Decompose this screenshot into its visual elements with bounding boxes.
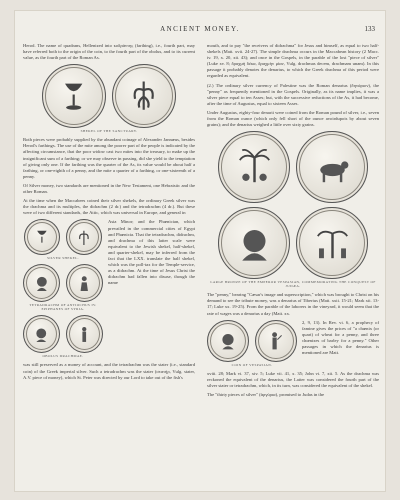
coin-figure-stack: [23, 219, 103, 362]
vespasian-portrait-coin: [218, 207, 290, 279]
caption-judaea: LARGE BRONZE OF THE EMPEROR VESPASIAN, COMMEMORATING THE CONQUEST OF JUDÆA.: [210, 280, 376, 289]
right-column: [207, 43, 379, 401]
obolus-obverse: [23, 315, 60, 353]
paragraph: At the time when the Maccabees coined their silver shekels, the ordinary Greek silver was the drachma and its multiples, the didrachm (2 dr.) and the tetradrachm (4 dr.). But these were of two different standards, the Attic, which was universal in Europe, and general in: [23, 198, 195, 216]
paragraph: Asia Minor; and the Phœnician, which prevailed in the commercial cities of Egypt and Phœnicia. That the tetradrachm, didrachm, and drachma of this latter scale were equivalent to the Jewish shekel, half-shekel, and quarter-shekel, may be inferred from the fact that the LXX. translate the half shekel, which was the poll-tax for the Temple-service, as a didrachm. At the time of Jesus Christ the didrachm had fallen into disuse, though the name: [108, 219, 195, 286]
portrait-head-icon: [214, 327, 242, 355]
paragraph: Under Augustus, eighty-four denarii were coined from the Roman pound of silver, i.e., seven from the Roman ounce (which only fell short of the ounce avoirdupois by about seven grains); and the denarius weighed a little over sixty grains.: [207, 109, 379, 128]
side-text-block: [108, 219, 195, 362]
vespasian-obverse: [207, 320, 249, 362]
paragraph: xviii. 28; Mark vi. 37, xiv. 5; Luke vii. 41, x. 35; John vi. 7, xii. 5. As the drachma was reckoned the equivalent of the denarius, the Latter was considered the fourth part of the silver stater or tetradrachm, which, in its turn, was considered the equivalent of the shekel.: [207, 370, 379, 388]
judaea-capta-coin: [296, 207, 368, 279]
page-number: 133: [364, 25, 375, 33]
caption-tetradrachm: TETRADRACHM OF ANTIOCHUS IV. EPIPHANES OF SYRIA.: [29, 303, 97, 312]
chalice-icon: [52, 75, 95, 118]
vespasian-coins: [207, 320, 297, 362]
paragraph: Herod. The name of quadrans, Hellenized into κοδράντης (farthing), i.e., fourth part, may have referred both to the origin of the coin, to the fourth part of the obolus, and to its current value, as the fourth part of the Roman As.: [23, 43, 195, 61]
obolus-figure: [23, 315, 103, 353]
judaea-coin-1: [218, 131, 290, 203]
left-column: [23, 43, 195, 384]
paragraph: Both pieces were probably supplied by the abundant coinage of Alexander Jannæus, besides Herod's farthings. The use of the mite among the poorer part of the people is indicated by the affecting circumstance, that the poor widow cast two mites into the treasury, to make up the insignificant sum of a farthing; or we may observe in passing, did she yield to the temptation of giving only one. If the farthing was the quarter of the As, its value would be about half a farthing, or one-eighth of a penny, and the mite a quarter of a farthing, or one-sixteenth of a penny.: [23, 137, 195, 179]
portrait-head-icon: [230, 219, 279, 268]
judaea-capta-figure-bottom: [207, 207, 379, 279]
animal-icon: [308, 143, 357, 192]
obolus-reverse: [66, 315, 103, 353]
lily-icon: [122, 75, 165, 118]
vespasian-figure: [207, 320, 297, 371]
vespasian-reverse: [255, 320, 297, 362]
palm-tree-icon: [308, 219, 357, 268]
caption-obolus: OBOLUS DRACHMAE.: [42, 354, 84, 359]
portrait-head-icon: [29, 322, 54, 347]
lily-icon: [72, 226, 96, 250]
side-text-block: [302, 320, 379, 371]
running-title: ANCIENT MONEY.: [160, 25, 240, 33]
paragraph: The "thirty pieces of silver" (ἀργύρια), promised to Judas in the: [207, 391, 325, 397]
standing-figure-icon: [262, 327, 290, 355]
caption-vespasian: COIN OF VESPASIAN.: [231, 362, 273, 367]
paragraph: The "penny," bearing "Cæsar's image and superscription," which was brought to Christ on his demand to see the tribute money, was a denarius of Tiberius (Matt. xxii. 15-21; Mark xii. 13-17; Luke xx. 19-25). From the parable of the laborers in the vineyard, it would seem that the rate of wages was a denarius a day (Matt. xx.: [207, 292, 379, 316]
caption-silver-shekel: SILVER SHEKEL.: [47, 256, 79, 261]
page-header: [25, 25, 375, 39]
tetradrachm-figure: [23, 264, 103, 302]
judaea-capta-figure-top: [207, 131, 379, 203]
tetradrachm-obverse: [23, 264, 60, 302]
caption-shekel: SHEKEL OF THE SANCTUARY.: [80, 129, 138, 134]
paragraph: (2.) The ordinary silver currency of Palestine was the Roman denarius (δηνάριον), the "penny" as frequently mentioned in the Gospels. Originally, as its name implies, it was a silver piece equal to ten Asses; but, with the successive reductions of the As, it had become, after the time of Augustus, equal to sixteen Asses.: [207, 82, 379, 106]
shekel-obverse-coin: [42, 64, 106, 128]
paragraph: mouth, and to pay "the receivers of didrachma" for Jesus and himself, as equal to two half-shekels (Matt. xvii. 24-27). The simple drachma occurs in the Maccabean history (2 Macc. iv. 19, x. 20, xii. 43); and once in the Gospels, in the parable of the lost "piece of silver" (Luke xv. 8; δραχμὴ δέκα, δραχμὴν μίαν, Vulg. drachmas decem, drachmam unam). In this passage it probably denotes the denarius, to which the Greek drachma of this period were regarded as equivalent.: [207, 43, 379, 79]
palm-tree-icon: [230, 143, 279, 192]
figure-with-text: [207, 320, 379, 371]
figure-with-text: [23, 219, 195, 362]
judaea-coin-2: [296, 131, 368, 203]
book-page: [14, 10, 386, 492]
shekel-figure: [23, 64, 195, 128]
standing-figure-icon: [72, 322, 97, 347]
paragraph: Of Silver money, two standards are mentioned in the New Testament, one Hebraistic and the other Roman.: [23, 182, 195, 195]
paragraph: 2, 9, 13). In Rev. vi. 6, a prophecy of famine gives the prices of "a chœnix (or quart) of wheat for a penny, and three chœnixes of barley for a penny." Other passages in which the denarius is mentioned are Matt.: [302, 319, 379, 356]
tetradrachm-reverse: [66, 264, 103, 302]
seated-figure-icon: [72, 271, 97, 296]
silver-shekel-figure: [23, 219, 103, 255]
silver-shekel-reverse: [66, 219, 102, 255]
shekel-reverse-coin: [112, 64, 176, 128]
chalice-icon: [30, 226, 54, 250]
portrait-head-icon: [29, 271, 54, 296]
silver-shekel-obverse: [24, 219, 60, 255]
paragraph: was still preserved as a money of account, and the tetradrachm was the stater (i.e., standard coin) of the Greek imperial silver. Such a tetradrachm was the stater (στατήρ, Vulg. stater, A.V. piece of money), which St. Peter was directed by our Lord to take out of the fish's: [23, 362, 195, 380]
